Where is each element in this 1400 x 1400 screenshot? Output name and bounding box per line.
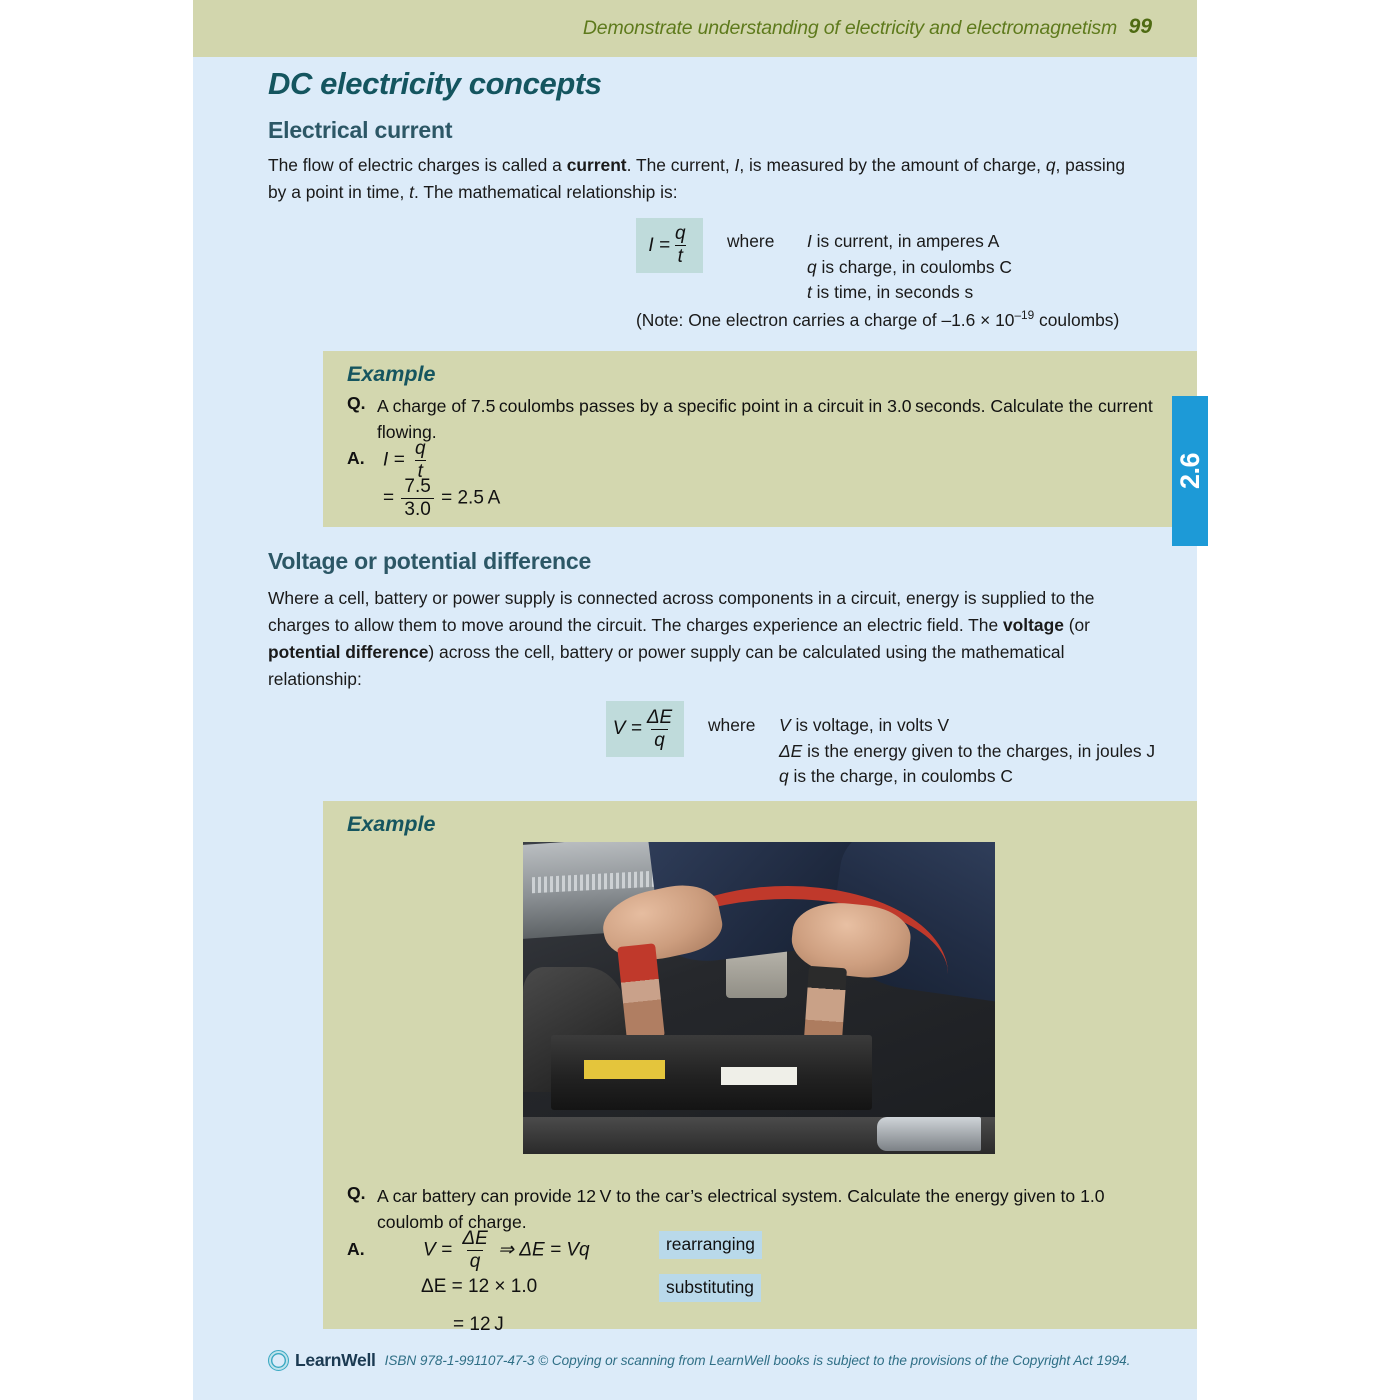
para1-t4: , passing by a point in time,: [268, 155, 1126, 202]
para1-t5: . The mathematical relationship is:: [413, 182, 678, 202]
formula-voltage-fraction: [644, 708, 675, 751]
answer-lhs: I =: [383, 449, 405, 471]
question-letter: Q.: [347, 393, 366, 413]
para1-italic-I: I: [734, 155, 740, 175]
answer-numerator: q: [414, 438, 426, 459]
where-list-current: [807, 229, 1012, 306]
formula-current-lhs: I =: [648, 234, 671, 256]
running-header-title: Demonstrate understanding of electricity and electromagnetism: [582, 17, 1117, 39]
formula-voltage-numerator: ΔE: [646, 706, 673, 728]
section-heading-voltage: Voltage or potential difference: [268, 548, 592, 574]
answer-numerator: ΔE: [462, 1228, 488, 1249]
where-desc: is charge, in coulombs C: [816, 256, 1012, 277]
answer-line-2: ΔE = 12 × 1.0: [421, 1276, 538, 1297]
where-item: [779, 713, 1155, 739]
photo-battery-white-label: [721, 1067, 797, 1086]
paragraph-electrical-current: [268, 152, 1140, 206]
formula-voltage-lhs: V =: [612, 718, 642, 739]
where-item: [779, 764, 1155, 790]
note-after: coulombs): [1034, 310, 1120, 330]
where-symbol: I: [807, 231, 812, 251]
where-desc: is voltage, in volts V: [790, 715, 950, 735]
answer-denominator: t: [415, 460, 426, 482]
where-symbol: ΔE: [779, 740, 803, 761]
question-text: A charge of 7.5 coulombs passes by a specific point in a circuit in 3.0 seconds. Calculate the current flowing.: [377, 396, 1153, 442]
question-letter: Q.: [347, 1183, 366, 1203]
answer-result: = 2.5 A: [441, 487, 501, 509]
where-item: [779, 739, 1155, 765]
car-battery-jumper-cables-photo: [523, 842, 995, 1154]
where-symbol: V: [779, 715, 791, 735]
where-item: [807, 255, 1012, 281]
where-symbol: t: [807, 282, 812, 302]
para2-t1: Where a cell, battery or power supply is connected across components in a circuit, energy is supplied to the charges to allow them to move around the circuit. The charges experience an electric field. The: [268, 588, 1095, 635]
answer-fraction-values: [401, 477, 433, 520]
answer-line-3: = 12 J: [453, 1314, 504, 1335]
chapter-tab-2-6: [1172, 396, 1208, 546]
textbook-page: [193, 0, 1197, 1400]
para1-italic-q: q: [1045, 155, 1056, 175]
para2-t3: ) across the cell, battery or power supply can be calculated using the mathematical relationship:: [268, 642, 1065, 689]
answer-equals: =: [383, 487, 395, 509]
para1-t2: . The current,: [626, 155, 735, 175]
photo-battery-yellow-label: [584, 1060, 664, 1079]
page-header-band: [193, 0, 1197, 57]
publisher-brand: LearnWell: [295, 1350, 376, 1370]
note-before: (Note: One electron carries a charge of –1.6 × 10: [636, 310, 1015, 330]
answer-line-1: [423, 1229, 590, 1272]
photo-headlight: [877, 1117, 981, 1151]
where-symbol: q: [779, 766, 789, 786]
annotation-rearranging: rearranging: [659, 1231, 762, 1259]
section-heading-electrical-current: Electrical current: [268, 117, 453, 143]
where-label-voltage: where: [708, 715, 756, 735]
formula-current-denominator: t: [675, 245, 686, 267]
chapter-tab-label: 2.6: [1174, 452, 1205, 490]
copyright-notice: ISBN 978-1-991107-47-3 © Copying or scanning from LearnWell books is subject to the provisions of the Copyright Act 1994.: [384, 1353, 1131, 1368]
formula-voltage: [606, 701, 684, 757]
annotation-substituting: substituting: [659, 1274, 761, 1302]
answer-denominator: q: [467, 1250, 484, 1272]
where-item: [807, 229, 1012, 255]
answer-numerator-value: 7.5: [404, 476, 431, 497]
question-text: A car battery can provide 12 V to the car’s electrical system. Calculate the energy given to 1.0 coulomb of charge.: [377, 1186, 1109, 1232]
where-label-current: where: [727, 231, 775, 251]
answer-letter: A.: [347, 1239, 365, 1259]
answer-letter: A.: [347, 448, 365, 468]
para2-bold-potential-difference: potential difference: [268, 642, 429, 662]
paragraph-voltage: [268, 585, 1140, 693]
formula-current-numerator: q: [675, 223, 686, 245]
example-label: Example: [347, 362, 436, 386]
page-number: 99: [1128, 15, 1152, 38]
page-title: DC electricity concepts: [268, 66, 602, 101]
where-symbol: q: [807, 256, 817, 277]
answer-fraction: [459, 1229, 490, 1272]
example-label: Example: [347, 812, 436, 836]
formula-current: [636, 218, 703, 273]
para1-bold-current: current: [566, 155, 627, 175]
formula-voltage-denominator: q: [651, 729, 668, 751]
para2-bold-voltage: voltage: [1002, 615, 1064, 635]
para1-italic-t: t: [409, 182, 414, 202]
answer-line-2: [383, 477, 500, 520]
learnwell-spiral-icon: [268, 1350, 289, 1371]
page-footer: [268, 1350, 1130, 1371]
answer-denominator-value: 3.0: [401, 498, 433, 520]
formula-current-fraction: [672, 224, 689, 267]
para1-t3: , is measured by the amount of charge,: [739, 155, 1046, 175]
answer-rearranged: ⇒ ΔE = Vq: [498, 1239, 590, 1261]
para2-t2: (or: [1063, 615, 1090, 635]
example-box-current: [323, 351, 1197, 527]
where-list-voltage: [779, 713, 1155, 790]
where-desc: is the energy given to the charges, in joules J: [802, 740, 1156, 761]
note-electron-charge: [636, 310, 1119, 331]
where-desc: is the charge, in coulombs C: [788, 766, 1013, 786]
example-box-voltage: [323, 801, 1197, 1335]
para1-t1: The flow of electric charges is called a: [268, 155, 567, 175]
where-desc: is current, in amperes A: [811, 231, 1000, 251]
note-exponent: –19: [1014, 308, 1035, 323]
where-item: [807, 280, 1012, 306]
where-desc: is time, in seconds s: [811, 282, 974, 302]
answer-lhs: V =: [423, 1239, 453, 1261]
